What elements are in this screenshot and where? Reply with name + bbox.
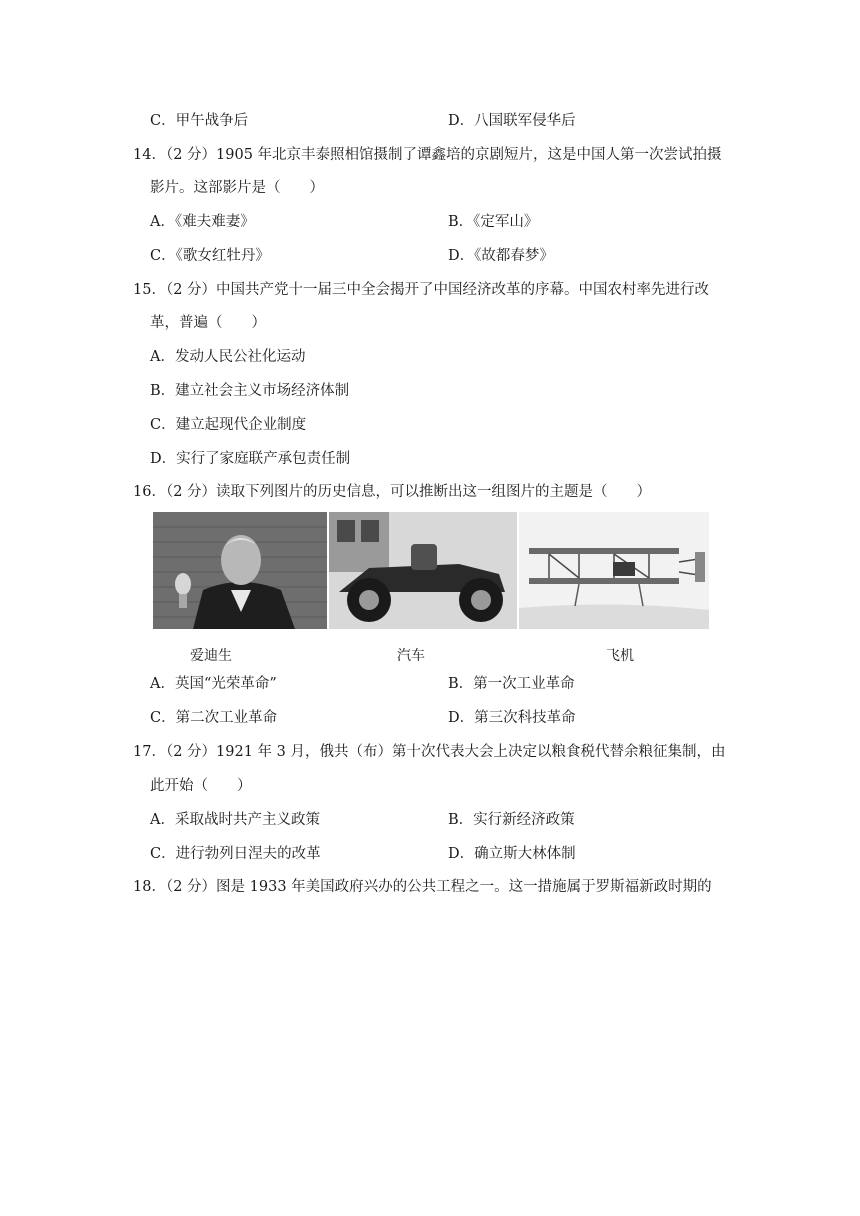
q16-option-c: C．第二次工业革命 xyxy=(150,710,278,726)
q16-option-b: B．第一次工业革命 xyxy=(448,676,575,692)
q17-option-b: B．实行新经济政策 xyxy=(448,812,575,828)
q16-option-a: A．英国“光荣革命” xyxy=(150,676,277,692)
q15-option-d: D．实行了家庭联产承包责任制 xyxy=(150,451,351,467)
q18-stem-line1: 18．（2 分）图是 1933 年美国政府兴办的公共工程之一。这一措施属于罗斯福新政时期的 xyxy=(133,879,712,895)
q17-stem-line1: 17．（2 分）1921 年 3 月，俄共（布）第十次代表大会上决定以粮食税代替余粮征集制，由 xyxy=(133,744,726,760)
q15-option-b: B．建立社会主义市场经济体制 xyxy=(150,383,350,399)
q16-photo-strip xyxy=(153,512,709,630)
q14-option-c: C．《歌女红牡丹》 xyxy=(150,248,270,264)
airplane-photo xyxy=(519,512,709,629)
q17-option-d: D．确立斯大林体制 xyxy=(448,846,576,862)
q17-stem-line2: 此开始（ ） xyxy=(150,778,252,794)
q16-stem-line1: 16．（2 分）读取下列图片的历史信息，可以推断出这一组图片的主题是（ ） xyxy=(133,484,652,500)
q14-option-b: B．《定军山》 xyxy=(448,214,539,230)
q14-stem-line1: 14．（2 分）1905 年北京丰泰照相馆摄制了谭鑫培的京剧短片，这是中国人第一次尝试拍摄 xyxy=(133,147,722,163)
q17-option-c: C．进行勃列日涅夫的改革 xyxy=(150,846,321,862)
edison-photo xyxy=(153,512,327,629)
q15-stem-line1: 15．（2 分）中国共产党十一届三中全会揭开了中国经济改革的序幕。中国农村率先进行改 xyxy=(133,282,710,298)
q16-option-d: D．第三次科技革命 xyxy=(448,710,576,726)
q15-stem-line2: 革，普遍（ ） xyxy=(150,315,266,331)
car-photo xyxy=(329,512,517,629)
caption-edison: 爱迪生 xyxy=(190,648,232,664)
q13-option-c: C．甲午战争后 xyxy=(150,113,249,129)
q13-option-d: D．八国联军侵华后 xyxy=(448,113,576,129)
q14-option-d: D．《故都春梦》 xyxy=(448,248,554,264)
q17-option-a: A．采取战时共产主义政策 xyxy=(150,812,320,828)
q14-option-a: A．《难夫难妻》 xyxy=(150,214,255,230)
q14-stem-line2: 影片。这部影片是（ ） xyxy=(150,180,324,196)
caption-car: 汽车 xyxy=(397,648,425,664)
caption-airplane: 飞机 xyxy=(606,648,634,664)
q15-option-a: A．发动人民公社化运动 xyxy=(150,349,306,365)
q15-option-c: C．建立起现代企业制度 xyxy=(150,417,307,433)
